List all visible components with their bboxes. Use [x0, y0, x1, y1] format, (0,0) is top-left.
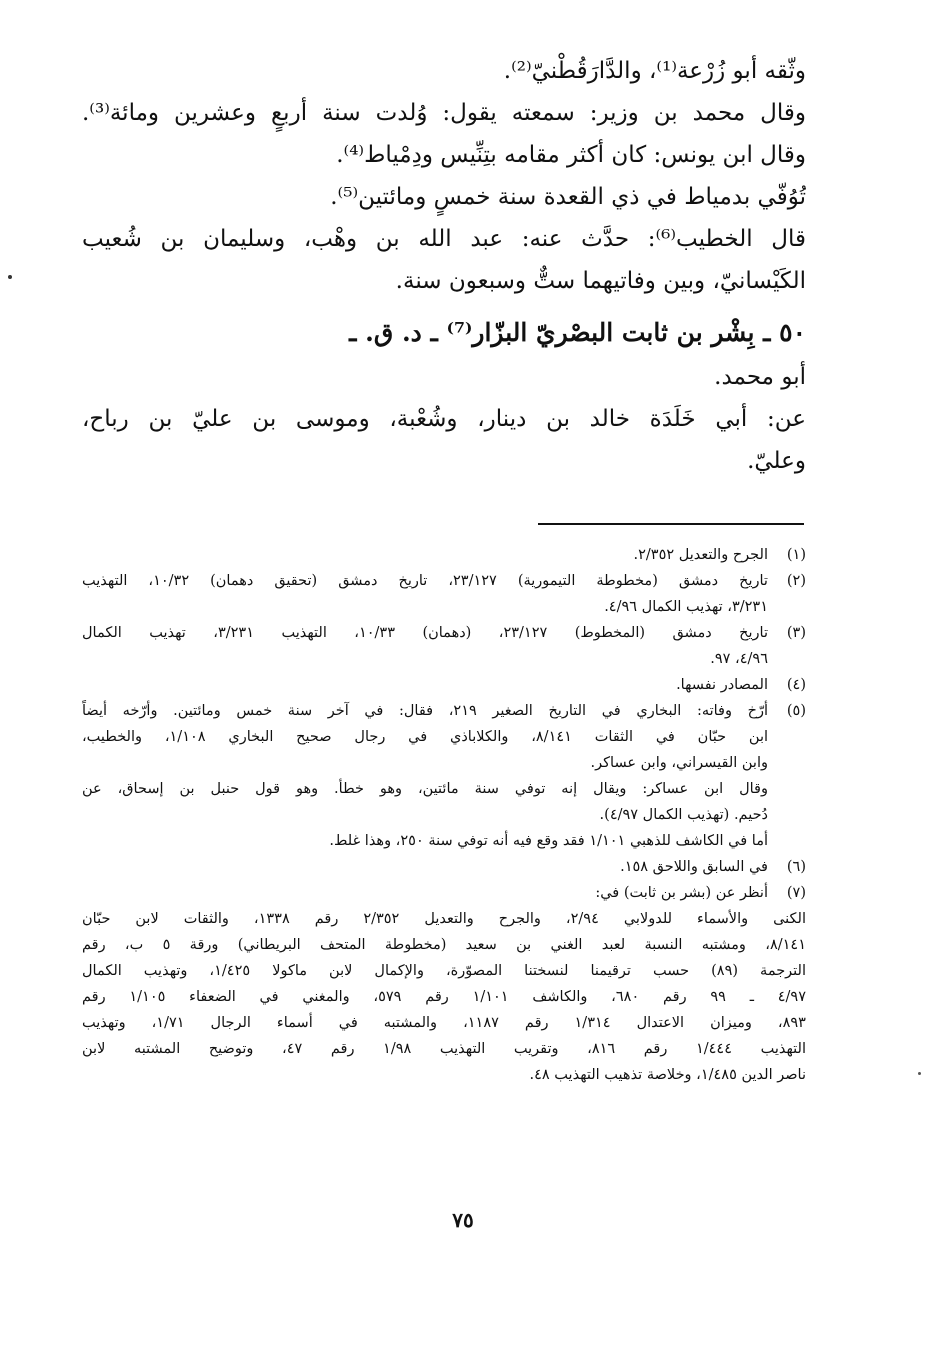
footnote-1	[82, 542, 806, 568]
footnote-line: وقال ابن عساكر: ويقال إنه توفي سنة مائتين، وهو خطأ. وهو قول حنبل بن إسحاق، عن	[82, 781, 768, 797]
footnote-line: وابن القيسراني، وابن عساكر.	[590, 755, 768, 771]
footnote-number: (١)	[786, 547, 806, 563]
footnote-7-sources	[82, 906, 806, 1088]
scan-speck	[918, 1072, 921, 1075]
footnote-number: (٤)	[786, 677, 806, 693]
scan-speck	[8, 275, 12, 279]
footnote-line: ٣/٢٣١، تهذيب الكمال ٤/٩٦.	[604, 599, 768, 615]
footnote-line: دُحيم. (تهذيب الكمال ٤/٩٧).	[599, 807, 768, 823]
text-line: قال الخطيب⁽⁶⁾: حدَّث عنه: عبد الله بن وهْب، وسليمان بن شُعيب	[82, 226, 806, 252]
footnote-line: ناصر الدين ١/٤٨٥، وخلاصة تذهيب التهذيب ٤٨.	[529, 1067, 806, 1083]
footnote-line: ٤/٩٦، ٩٧.	[710, 651, 768, 667]
footnote-number: (٣)	[786, 625, 806, 641]
text-line: تُوُفّي بدمياط في ذي القعدة سنة خمسٍ ومائتين⁽⁵⁾.	[330, 184, 806, 210]
footnote-line: الترجمة (٨٩) حسب ترقيمنا لنسختنا المصوّرة، والإكمال لابن ماكولا ١/٤٢٥، وتهذيب الكمال	[82, 963, 806, 979]
text-line: وقال محمد بن وزير: سمعته يقول: وُلدت سنة أربعٍ وعشرين ومائة⁽³⁾.	[82, 100, 806, 126]
footnote-line: الكنى والأسماء للدولابي ٢/٩٤، والجرح والتعديل ٢/٣٥٢ رقم ١٣٣٨، والثقات لابن حبّان	[82, 911, 806, 927]
text-line: الكَيْسانيّ، وبين وفاتيهما ستٌّ وسبعون سنة.	[395, 268, 806, 294]
footnote-2	[82, 568, 806, 620]
main-text	[82, 50, 806, 482]
footnote-line: ابن حبّان في الثقات ٨/١٤١، والكلاباذي في رجال صحيح البخاري ١/١٠٨، والخطيب،	[82, 729, 768, 745]
footnote-3	[82, 620, 806, 672]
text-line: عن: أبي خَلَدَة خالد بن دينار، وشُعْبة، وموسى بن عليّ بن رباح،	[82, 406, 806, 432]
footnote-line: أنظر عن (بشر بن ثابت) في:	[595, 885, 768, 901]
footnote-5	[82, 698, 806, 854]
footnotes	[82, 542, 806, 1088]
entry-heading: ٥٠ ـ بِشْر بن ثابت البصْريّ البزّار⁽⁷⁾ ـ د. ق. ـ	[349, 318, 806, 347]
footnote-6	[82, 854, 806, 880]
text-line: أبو محمد.	[714, 364, 806, 390]
footnote-4	[82, 672, 806, 698]
footnote-number: (٥)	[786, 703, 806, 719]
footnote-line: تاريخ دمشق (مخطوطة التيمورية) ٢٣/١٢٧، تاريخ دمشق (تحقيق دهمان) ١٠/٣٢، التهذيب	[82, 573, 768, 589]
text-line: وعليّ.	[747, 448, 806, 474]
text-line: وثّقه أبو زُرْعة⁽¹⁾، والدَّارَقُطْنيّ⁽²⁾.	[503, 58, 806, 84]
footnote-number: (٧)	[786, 885, 806, 901]
footnote-number: (٦)	[786, 859, 806, 875]
footnote-separator	[538, 523, 804, 525]
footnote-line: ٨٩٣، وميزان الاعتدال ١/٣١٤ رقم ١١٨٧، والمشتبه في أسماء الرجال ١/٧١، وتهذيب	[82, 1015, 806, 1031]
footnote-line: في السابق واللاحق ١٥٨.	[620, 859, 768, 875]
footnote-line: ٨/١٤١، ومشتبه النسبة لعبد الغني بن سعيد (مخطوطة المتحف البريطاني) ورقة ٥ ب، رقم	[82, 937, 806, 953]
footnote-7	[82, 880, 806, 906]
footnote-number: (٢)	[786, 573, 806, 589]
footnote-line: أما في الكاشف للذهبي ١/١٠١ فقد وقع فيه أنه توفي سنة ٢٥٠، وهذا غلط.	[329, 833, 768, 849]
footnote-line: ٤/٩٧ ـ ٩٩ رقم ٦٨٠، والكاشف ١/١٠١ رقم ٥٧٩، والمغني في الضعفاء ١/١٠٥ رقم	[82, 989, 806, 1005]
page-number: ٧٥	[452, 1208, 474, 1232]
footnote-line: التهذيب ١/٤٤٤ رقم ٨١٦، وتقريب التهذيب ١/٩٨ رقم ٤٧، وتوضيح المشتبه لابن	[82, 1041, 806, 1057]
footnote-line: الجرح والتعديل ٢/٣٥٢.	[633, 547, 768, 563]
footnote-line: المصادر نفسها.	[676, 677, 768, 693]
footnote-line: أرّخ وفاته: البخاري في التاريخ الصغير ٢١٩، فقال: في آخر سنة خمس ومائتين. وأرّخه أيضاً	[82, 703, 768, 719]
footnote-line: تاريخ دمشق (المخطوط) ٢٣/١٢٧، (دهمان) ١٠/٣٣، التهذيب ٣/٢٣١، تهذيب الكمال	[82, 625, 768, 641]
text-line: وقال ابن يونس: كان أكثر مقامه بتِنِّيس ودِمْياط⁽⁴⁾.	[336, 142, 806, 168]
